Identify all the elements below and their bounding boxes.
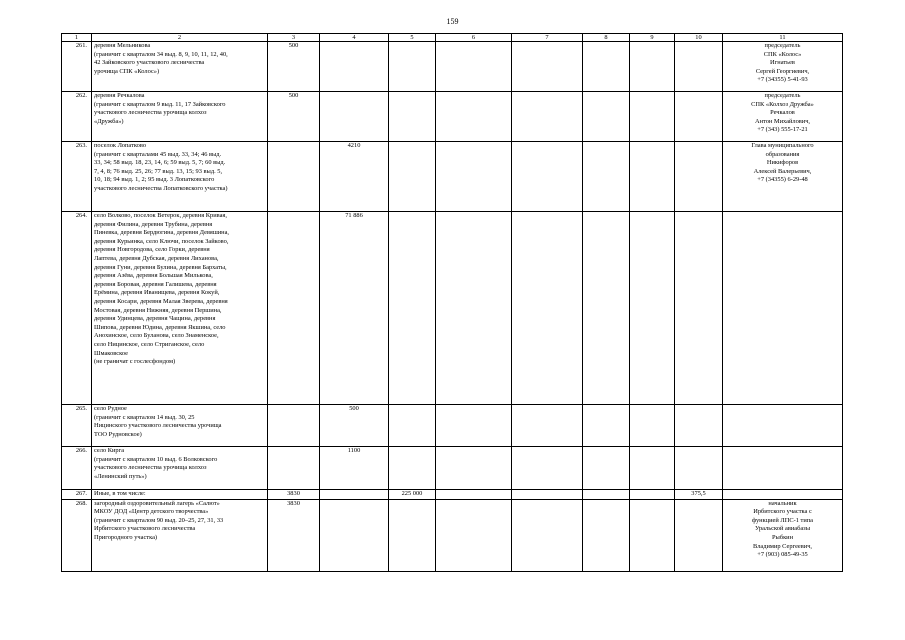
- col8-value: [583, 42, 630, 92]
- column-header: 10: [675, 34, 723, 42]
- col4-value: 1100: [320, 447, 389, 490]
- col6-value: [436, 92, 512, 142]
- contact-line: Игнатьев: [770, 59, 795, 67]
- settlement-description: [92, 42, 268, 92]
- description-line: (граничит с кварталами 45 выд. 33, 34; 46 выд.: [94, 150, 222, 158]
- col8-value: [583, 490, 630, 500]
- contact-line: образования: [765, 150, 800, 158]
- column-header: 2: [92, 34, 268, 42]
- contact-person: [723, 92, 843, 142]
- col5-value: 225 000: [389, 490, 436, 500]
- col8-value: [583, 405, 630, 447]
- col4-value: [320, 92, 389, 142]
- column-header: 4: [320, 34, 389, 42]
- col10-value: [675, 447, 723, 490]
- description-line: Ницинского участкового лесничества урочища: [94, 422, 222, 430]
- col9-value: [630, 92, 675, 142]
- col10-value: [675, 499, 723, 571]
- col7-value: [512, 490, 583, 500]
- description-line: 42 Зайковского участкового лесничества: [94, 59, 205, 67]
- contact-line: +7 (343) 555-17-21: [757, 126, 808, 134]
- settlement-description: [92, 405, 268, 447]
- description-line: (граничит с кварталом 14 выд. 30, 25: [94, 413, 195, 421]
- contact-person: [723, 490, 843, 500]
- table-row: [62, 405, 843, 447]
- column-header: 9: [630, 34, 675, 42]
- row-number: 262.: [62, 92, 92, 142]
- col9-value: [630, 447, 675, 490]
- col9-value: [630, 499, 675, 571]
- description-line: Лаптева, деревня Дубская, деревня Лиханова,: [94, 254, 219, 262]
- col4-value: [320, 490, 389, 500]
- description-line: Иные, в том числе:: [94, 490, 146, 497]
- col5-value: [389, 92, 436, 142]
- description-line: Анохинское, село Буланова, село Знаменское,: [94, 332, 219, 340]
- col8-value: [583, 212, 630, 405]
- description-line: (не граничат с гослесфондом): [94, 358, 176, 366]
- col3-value: [268, 212, 320, 405]
- contact-line: +7 (34355) 6-29-48: [757, 176, 808, 184]
- description-line: село Рудное: [94, 405, 127, 412]
- column-header: 1: [62, 34, 92, 42]
- contact-line: Глава муниципального: [751, 142, 814, 149]
- contact-line: +7 (34355) 5-41-93: [757, 76, 808, 84]
- description-line: «Дружба»): [94, 117, 124, 125]
- description-line: (граничит с кварталом 34 выд. 8, 9, 10, 11, 12, 40,: [94, 50, 228, 58]
- col9-value: [630, 490, 675, 500]
- table-row: [62, 92, 843, 142]
- row-number: 268.: [62, 499, 92, 571]
- description-line: Ирбитского участкового лесничества: [94, 525, 196, 533]
- table-row: [62, 447, 843, 490]
- contact-line: председатель: [764, 42, 801, 49]
- contact-line: Владимир Сергеевич,: [752, 542, 813, 550]
- col10-value: 375,5: [675, 490, 723, 500]
- contact-line: Антон Михайлович,: [754, 117, 811, 125]
- contact-person: [723, 499, 843, 571]
- description-line: деревня Удинцева, деревня Чащина, деревня: [94, 315, 216, 323]
- description-line: ТОО Рудновское): [94, 430, 142, 438]
- description-line: загородный оздоровительный лагерь «Салют»: [94, 499, 220, 507]
- description-line: Шмаковское: [94, 349, 128, 357]
- description-line: деревня Курьинка, село Ключи, поселок Зайково,: [94, 237, 229, 245]
- col7-value: [512, 142, 583, 212]
- description-line: участкового лесничества Лопатковского участка): [94, 184, 228, 192]
- col7-value: [512, 447, 583, 490]
- contact-line: СПК «Колос»: [763, 50, 802, 58]
- contact-person: [723, 212, 843, 405]
- settlement-description: [92, 142, 268, 212]
- col5-value: [389, 42, 436, 92]
- col10-value: [675, 212, 723, 405]
- page-number: 159: [446, 17, 459, 26]
- description-line: участкового лесничества урочища колхоз: [94, 109, 207, 117]
- description-line: урочища СПК «Колос»): [94, 67, 160, 75]
- settlement-description: [92, 212, 268, 405]
- col10-value: [675, 142, 723, 212]
- col4-value: [320, 499, 389, 571]
- col8-value: [583, 142, 630, 212]
- contact-line: СПК «Колхоз Дружба»: [751, 100, 814, 108]
- settlement-description: [92, 447, 268, 490]
- description-line: «Ленинский путь»): [94, 472, 147, 480]
- col8-value: [583, 92, 630, 142]
- col5-value: [389, 212, 436, 405]
- contact-line: начальник: [768, 499, 797, 507]
- row-number: 263.: [62, 142, 92, 212]
- row-number: 267.: [62, 490, 92, 500]
- contact-person: [723, 405, 843, 447]
- col4-value: 500: [320, 405, 389, 447]
- col8-value: [583, 447, 630, 490]
- contact-line: Никифоров: [766, 159, 799, 167]
- contact-person: [723, 447, 843, 490]
- col6-value: [436, 447, 512, 490]
- row-number: 266.: [62, 447, 92, 490]
- description-line: Пиневка, деревня Бердюгина, деревня Девяшина,: [94, 229, 230, 237]
- col3-value: 3830: [268, 499, 320, 571]
- description-line: 33, 34; 58 выд. 18, 23, 14, 6; 59 выд. 5, 7; 60 выд.: [94, 159, 226, 167]
- forest-boundary-table: [61, 33, 843, 572]
- description-line: (граничит с кварталом 9 выд. 11, 17 Зайковского: [94, 100, 226, 108]
- description-line: деревня Мельникова: [94, 42, 151, 49]
- contact-line: Речкалов: [770, 109, 795, 117]
- col5-value: [389, 405, 436, 447]
- column-header: 7: [512, 34, 583, 42]
- col6-value: [436, 490, 512, 500]
- description-line: Шипова, деревня Юдина, деревня Якшина, село: [94, 323, 226, 331]
- contact-line: +7 (903) 085-49-35: [757, 551, 808, 559]
- col3-value: 500: [268, 42, 320, 92]
- description-line: деревня Азёва, деревня Большая Милькова,: [94, 272, 213, 280]
- description-line: (граничит с кварталом 10 выд. 6 Волковского: [94, 455, 218, 463]
- description-line: 10, 18; 94 выд. 1, 2; 95 выд. 3 Лопатковского: [94, 176, 215, 184]
- col8-value: [583, 499, 630, 571]
- description-line: деревня Боровая, деревня Галишева, деревня: [94, 280, 217, 288]
- description-line: МКОУ ДОД «Центр детского творчества»: [94, 508, 209, 516]
- column-header: 11: [723, 34, 843, 42]
- col4-value: 71 886: [320, 212, 389, 405]
- description-line: деревня Речкалова: [94, 92, 145, 99]
- description-line: 7, 4, 8; 76 выд. 25, 26; 77 выд. 13, 15; 93 выд. 5,: [94, 167, 223, 175]
- contact-line: председатель: [764, 92, 801, 99]
- col4-value: 4210: [320, 142, 389, 212]
- col10-value: [675, 92, 723, 142]
- col5-value: [389, 447, 436, 490]
- row-number: 265.: [62, 405, 92, 447]
- col3-value: [268, 405, 320, 447]
- description-line: село Кирга: [94, 447, 125, 454]
- description-line: село Ницинское, село Стриганское, село: [94, 340, 205, 348]
- col10-value: [675, 405, 723, 447]
- contact-line: Ирбитского участка с: [753, 508, 812, 516]
- col9-value: [630, 212, 675, 405]
- column-header: 3: [268, 34, 320, 42]
- col5-value: [389, 499, 436, 571]
- table-row: [62, 142, 843, 212]
- contact-line: Сергей Георгиевич,: [755, 67, 810, 75]
- row-number: 264.: [62, 212, 92, 405]
- description-line: деревня Косари, деревня Малая Зверева, деревня: [94, 297, 228, 305]
- table-row: [62, 499, 843, 571]
- row-number: 261.: [62, 42, 92, 92]
- contact-line: Алексей Валерьевич,: [753, 167, 812, 175]
- column-header: 6: [436, 34, 512, 42]
- col9-value: [630, 42, 675, 92]
- description-line: поселок Лопатково: [94, 142, 147, 149]
- col9-value: [630, 142, 675, 212]
- col3-value: [268, 142, 320, 212]
- col7-value: [512, 212, 583, 405]
- description-line: Ерёмина, деревня Иванищева, деревня Кокуй,: [94, 289, 220, 297]
- col9-value: [630, 405, 675, 447]
- description-line: деревня Гуни, деревня Булина, деревня Бархаты,: [94, 263, 227, 271]
- description-line: деревня Новгородова, село Горки, деревня: [94, 246, 210, 254]
- col7-value: [512, 405, 583, 447]
- settlement-description: [92, 490, 268, 500]
- description-line: село Волково, поселок Ветерок, деревня Кривая,: [94, 212, 227, 219]
- contact-person: [723, 142, 843, 212]
- col7-value: [512, 92, 583, 142]
- col6-value: [436, 42, 512, 92]
- col7-value: [512, 42, 583, 92]
- col3-value: 3830: [268, 490, 320, 500]
- contact-line: Рыбкин: [771, 533, 794, 541]
- table-row: [62, 212, 843, 405]
- settlement-description: [92, 92, 268, 142]
- description-line: (граничит с кварталом 90 выд. 20–25, 27, 31, 33: [94, 516, 224, 524]
- description-line: Пригородного участка): [94, 533, 158, 541]
- col7-value: [512, 499, 583, 571]
- description-line: деревня Филина, деревня Трубина, деревня: [94, 220, 213, 228]
- settlement-description: [92, 499, 268, 571]
- col6-value: [436, 499, 512, 571]
- column-header: 5: [389, 34, 436, 42]
- col6-value: [436, 142, 512, 212]
- col3-value: 500: [268, 92, 320, 142]
- column-header-row: [62, 34, 843, 42]
- contact-line: функцией ЛПС-1 типа: [752, 516, 813, 524]
- contact-line: Уральской авиабазы: [755, 525, 810, 533]
- col10-value: [675, 42, 723, 92]
- col4-value: [320, 42, 389, 92]
- description-line: участкового лесничества урочища колхоз: [94, 464, 207, 472]
- description-line: Мостовая, деревня Нижняя, деревня Першина,: [94, 306, 222, 314]
- table-row: [62, 42, 843, 92]
- col3-value: [268, 447, 320, 490]
- col6-value: [436, 212, 512, 405]
- col5-value: [389, 142, 436, 212]
- table-row: [62, 490, 843, 500]
- col6-value: [436, 405, 512, 447]
- column-header: 8: [583, 34, 630, 42]
- contact-person: [723, 42, 843, 92]
